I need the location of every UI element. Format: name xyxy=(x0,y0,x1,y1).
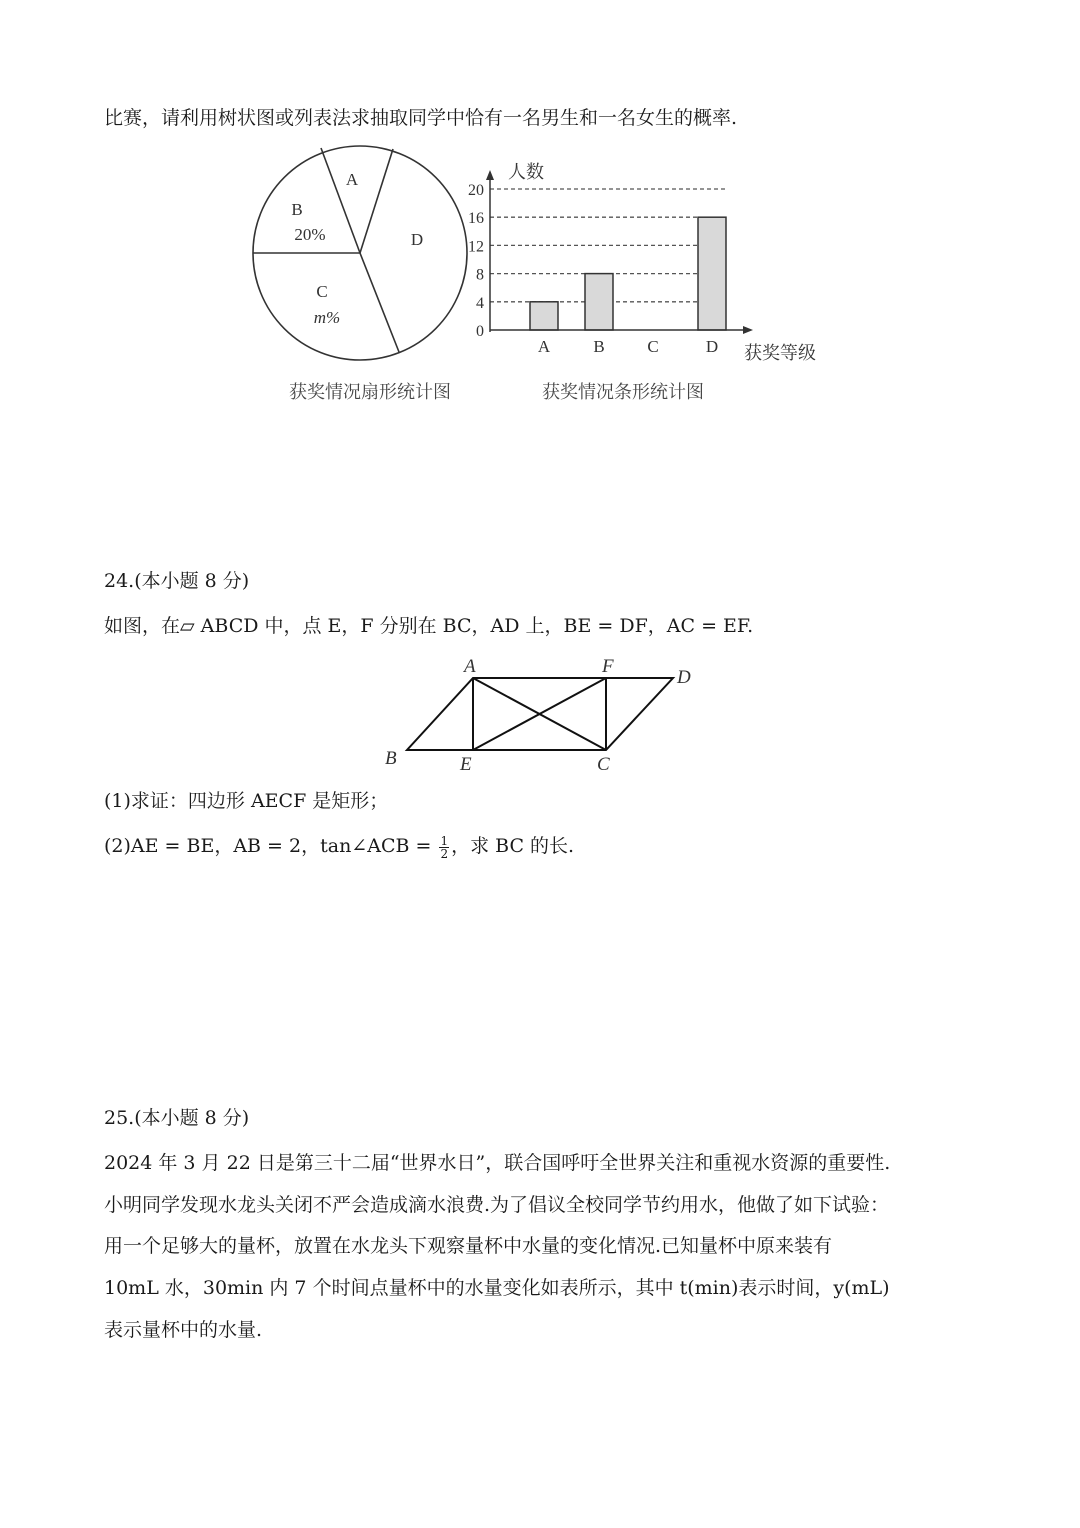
pie-chart-caption: 获奖情况扇形统计图 xyxy=(289,382,451,403)
bar-D xyxy=(698,217,726,330)
q24-stem: 如图，在▱ ABCD 中，点 E，F 分别在 BC，AD 上，BE = DF，AC = EF. xyxy=(104,615,754,637)
pie-label-a: A xyxy=(345,170,359,189)
pie-label-b-pct: 20% xyxy=(294,225,326,244)
x-tick-label: B xyxy=(593,337,605,356)
y-tick-label: 4 xyxy=(476,294,484,312)
q25-line-2: 小明同学发现水龙头关闭不严会造成滴水浪费.为了倡议全校同学节约用水，他做了如下试验： xyxy=(104,1194,890,1216)
bar-B xyxy=(585,274,613,330)
x-tick-label: C xyxy=(647,337,659,356)
pie-divider-ad xyxy=(360,149,393,253)
label-e: E xyxy=(460,754,472,775)
y-axis-label: 人数 xyxy=(508,162,544,182)
fraction-numerator: 1 xyxy=(440,833,449,848)
pie-divider-cd xyxy=(360,253,399,352)
label-f: F xyxy=(602,656,614,677)
y-tick-label: 8 xyxy=(476,266,484,284)
bar-chart-caption: 获奖情况条形统计图 xyxy=(542,382,704,403)
q24-part2-pre: (2)AE = BE，AB = 2，tan∠ACB = xyxy=(104,835,438,857)
pie-divider-ab xyxy=(321,148,360,253)
x-axis-arrow xyxy=(743,326,753,334)
pie-chart xyxy=(253,146,467,360)
label-c: C xyxy=(597,754,610,775)
pie-label-d: D xyxy=(410,230,424,249)
q24-part2 xyxy=(104,834,574,860)
award-charts xyxy=(0,0,1080,420)
label-a: A xyxy=(464,656,476,677)
q25-line-5: 表示量杯中的水量. xyxy=(104,1319,263,1341)
label-d: D xyxy=(677,667,691,688)
label-b: B xyxy=(385,748,397,769)
fraction-one-half xyxy=(439,835,449,860)
pie-label-c-pct: m% xyxy=(313,308,341,327)
q24-header: 24.(本小题 8 分) xyxy=(104,570,250,592)
x-tick-label: D xyxy=(705,337,719,356)
q25-header: 25.(本小题 8 分) xyxy=(104,1107,250,1129)
fraction-denominator: 2 xyxy=(440,846,449,861)
q25-line-1: 2024 年 3 月 22 日是第三十二届“世界水日”，联合国呼吁全世界关注和重视水资源的重要性. xyxy=(104,1152,891,1174)
q24-part2-post: ，求 BC 的长. xyxy=(451,835,575,857)
q24-part1: (1)求证：四边形 AECF 是矩形； xyxy=(104,790,389,812)
y-tick-label: 16 xyxy=(468,210,484,228)
pie-label-c: C xyxy=(316,282,328,301)
y-tick-label: 20 xyxy=(468,182,484,199)
q25-line-3: 用一个足够大的量杯，放置在水龙头下观察量杯中水量的变化情况.已知量杯中原来装有 xyxy=(104,1235,833,1257)
q23-tail-text: 比赛，请利用树状图或列表法求抽取同学中恰有一名男生和一名女生的概率. xyxy=(104,107,738,129)
pie-label-b: B xyxy=(291,200,303,219)
y-tick-label: 12 xyxy=(468,238,484,256)
parallelogram-figure xyxy=(370,650,710,780)
x-axis-label: 获奖等级 xyxy=(744,343,816,363)
bar-chart xyxy=(468,162,816,363)
y-tick-label: 0 xyxy=(476,323,484,340)
x-tick-label: A xyxy=(537,337,551,356)
y-axis-arrow xyxy=(486,170,494,180)
bar-A xyxy=(530,302,558,330)
q25-line-4: 10mL 水，30min 内 7 个时间点量杯中的水量变化如表所示，其中 t(min)表示时间，y(mL) xyxy=(104,1277,890,1299)
